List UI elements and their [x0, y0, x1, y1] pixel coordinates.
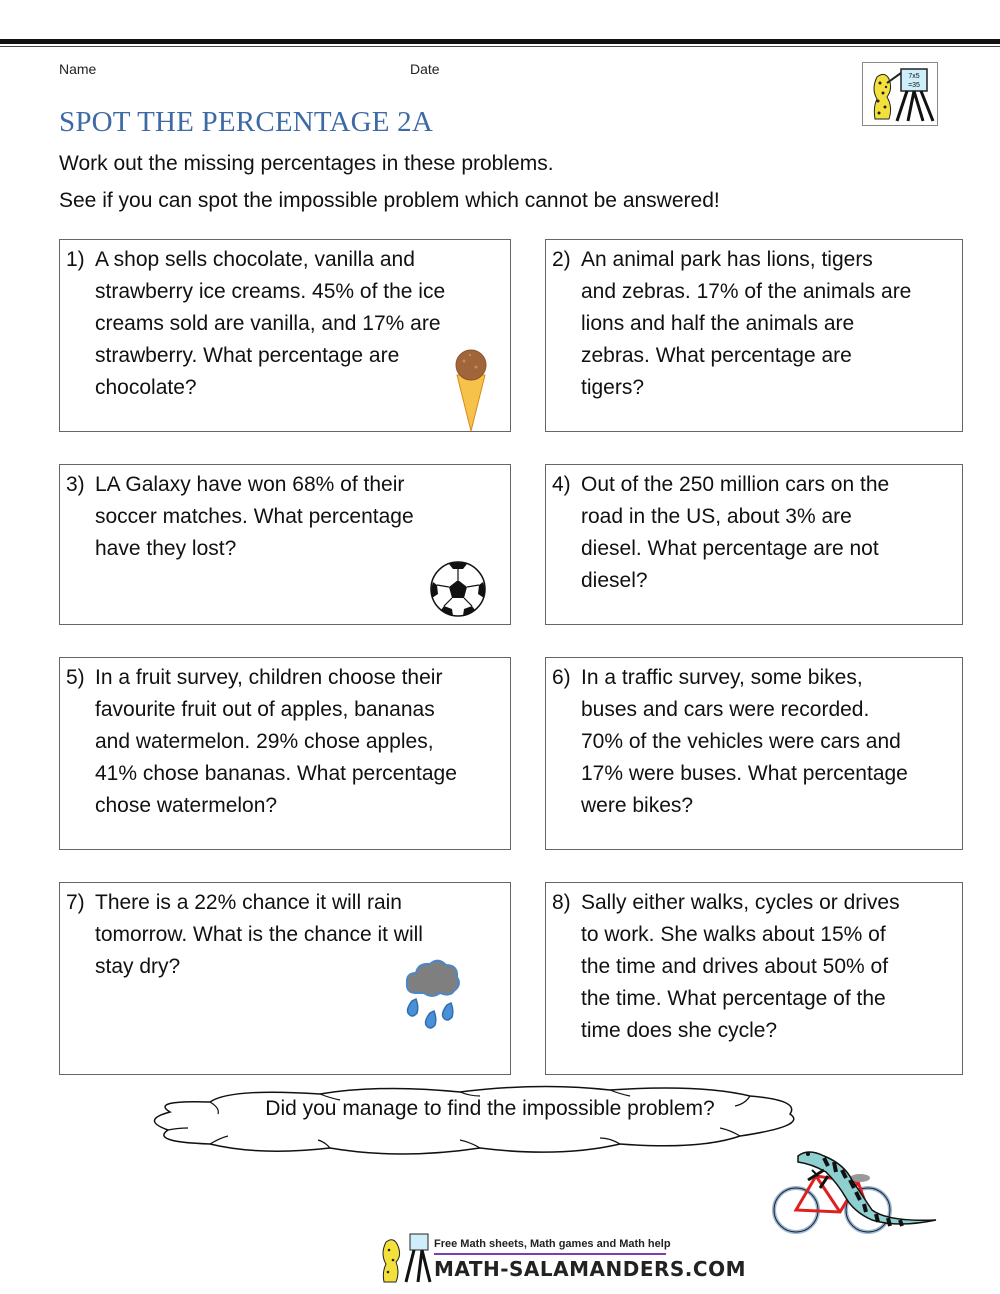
problem-number: 4): [552, 473, 571, 496]
instruction-line-1: Work out the missing percentages in these problems.: [59, 152, 554, 175]
salamander-teacher-icon: [863, 63, 937, 125]
problem-text: Out of the 250 million cars on the road in the US, about 3% are diesel. What percentage are not diesel?: [581, 473, 890, 592]
problem-card-8: [545, 882, 963, 1075]
header-rule-thin: [0, 46, 1000, 47]
problem-text: A shop sells chocolate, vanilla and strawberry ice creams. 45% of the ice creams sold are vanilla, and 17% are strawberry. What percentage are chocolate?: [95, 248, 446, 399]
problem-card-6: [545, 657, 963, 850]
problem-text: In a traffic survey, some bikes, buses and cars were recorded. 70% of the vehicles were cars and 17% were buses. What percentage were bikes?: [581, 666, 908, 817]
salamander-bike-icon: [768, 1140, 948, 1240]
problem-text: Sally either walks, cycles or drives to work. She walks about 15% of the time and drives about 50% of the time. What percentage of the time does she cycle?: [581, 891, 900, 1042]
footer-divider: [434, 1253, 666, 1255]
problem-number: 3): [66, 473, 85, 496]
ice-cream-icon: [452, 347, 490, 433]
footer-site-name: MATH-SALAMANDERS.COM: [434, 1257, 746, 1281]
problem-card-3: [59, 464, 511, 625]
impossible-problem-question: Did you manage to find the impossible problem?: [265, 1097, 715, 1120]
date-label: Date: [410, 61, 440, 77]
problem-number: 5): [66, 666, 85, 689]
problem-text: In a fruit survey, children choose their favourite fruit out of apples, bananas and watermelon. 29% chose apples, 41% chose bananas. What percentage chose watermelon?: [95, 666, 457, 817]
footer-tagline: Free Math sheets, Math games and Math help: [434, 1238, 671, 1250]
svg-text:=35: =35: [908, 82, 920, 89]
problem-number: 1): [66, 248, 85, 271]
page-title: SPOT THE PERCENTAGE 2A: [59, 106, 434, 138]
problem-number: 6): [552, 666, 571, 689]
problem-card-4: [545, 464, 963, 625]
name-label: Name: [59, 61, 97, 77]
svg-text:7x5: 7x5: [908, 73, 920, 80]
problem-text: An animal park has lions, tigers and zebras. 17% of the animals are lions and half the animals are zebras. What percentage are tigers?: [581, 248, 912, 399]
problem-text: LA Galaxy have won 68% of their soccer matches. What percentage have they lost?: [95, 473, 414, 560]
problem-card-2: [545, 239, 963, 432]
problem-number: 7): [66, 891, 85, 914]
problem-number: 2): [552, 248, 571, 271]
header-rule-thick: [0, 39, 1000, 44]
rain-cloud-icon: [402, 955, 462, 1033]
instruction-line-2: See if you can spot the impossible problem which cannot be answered!: [59, 189, 720, 212]
soccer-ball-icon: [429, 560, 487, 618]
problem-number: 8): [552, 891, 571, 914]
problem-card-5: [59, 657, 511, 850]
salamander-logo: [862, 62, 938, 126]
problem-text: There is a 22% chance it will rain tomorrow. What is the chance it will stay dry?: [95, 891, 423, 978]
problem-card-1: [59, 239, 511, 432]
problem-card-7: [59, 882, 511, 1075]
